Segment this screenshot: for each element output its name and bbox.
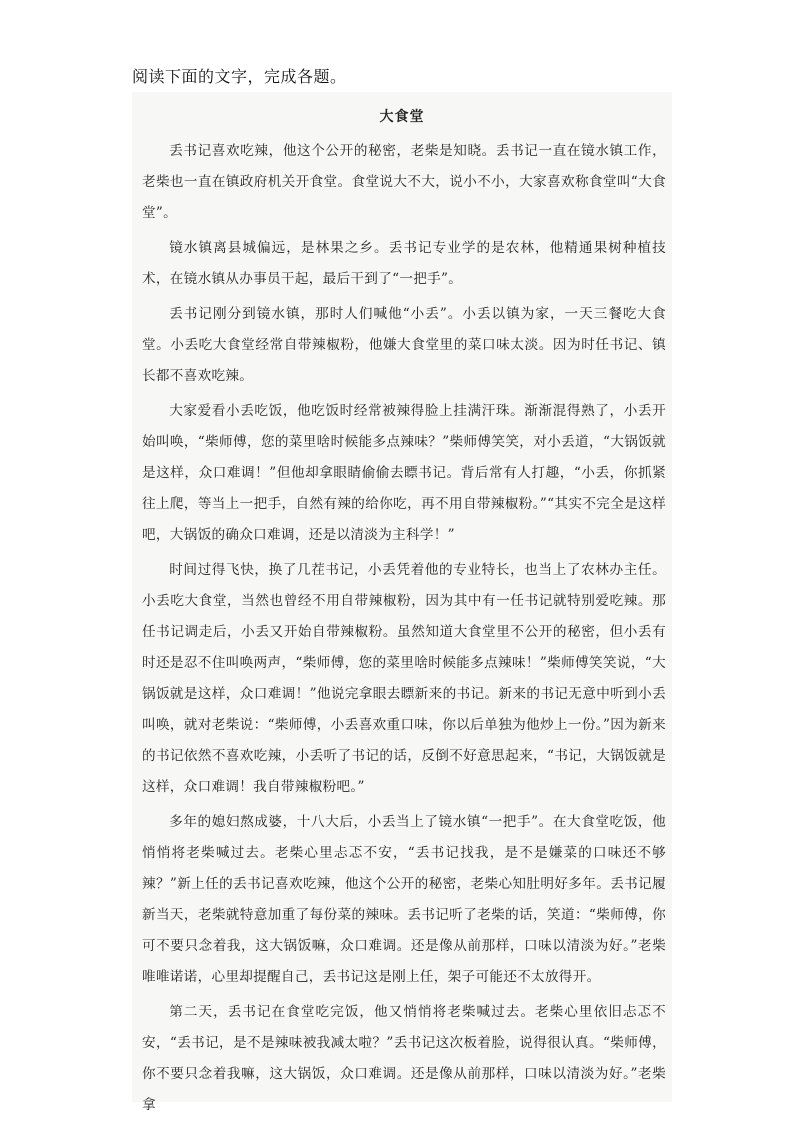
paragraph: 丢书记喜欢吃辣，他这个公开的秘密，老柴是知晓。丢书记一直在镜水镇工作，老柴也一直在镇政府机关开食堂。食堂说大不大，说小不小，大家喜欢称食堂叫“大食堂”。 — [142, 143, 666, 221]
paragraph: 大家爱看小丢吃饭，他吃饭时经常被辣得脸上挂满汗珠。渐渐混得熟了，小丢开始叫唤，“柴师傅，您的菜里啥时候能多点辣味？”柴师傅笑笑，对小丢道，“大锅饭就是这样，众口难调！”但他却拿眼睛偷偷去瞟书记。背后常有人打趣，“小丢，你抓紧往上爬，等当上一把手，自然有辣的给你吃，再不用自带辣椒粉。”“其实不完全是这样吧，大锅饭的确众口难调，还是以清淡为主科学！” — [142, 403, 666, 543]
paragraph: 丢书记刚分到镜水镇，那时人们喊他“小丢”。小丢以镇为家，一天三餐吃大食堂。小丢吃大食堂经常自带辣椒粉，他嫌大食堂里的菜口味太淡。因为时任书记、镇长都不喜欢吃辣。 — [142, 306, 666, 384]
scanned-article — [132, 92, 672, 1113]
article-title: 大食堂 — [379, 109, 425, 125]
paragraph: 时间过得飞快，换了几茬书记，小丢凭着他的专业特长，也当上了农林办主任。小丢吃大食堂，当然也曾经不用自带辣椒粉，因为其中有一任书记就特别爱吃辣。那任书记调走后，小丢又开始自带辣椒粉。虽然知道大食堂里不公开的秘密，但小丢有时还是忍不住叫唤两声，“柴师傅，您的菜里啥时候能多点辣味！”柴师傅笑笑说，“大锅饭就是这样，众口难调！”他说完拿眼去瞟新来的书记。新来的书记无意中听到小丢叫唤，就对老柴说：“柴师傅，小丢喜欢重口味，你以后单独为他炒上一份。”因为新来的书记依然不喜欢吃辣，小丢听了书记的话，反倒不好意思起来，“书记，大锅饭就是这样，众口难调！我自带辣椒粉吧。” — [142, 562, 666, 795]
paragraph: 第二天，丢书记在食堂吃完饭，他又悄悄将老柴喊过去。老柴心里依旧忐忑不安，“丢书记，是不是辣味被我减太啦？”丢书记这次板着脸，说得很认真。“柴师傅，你不要只念着我嘛，这大锅饭，众口难调。还是像从前那样，口味以清淡为好。”老柴拿 — [142, 1004, 666, 1113]
instruction-text: 阅读下面的文字，完成各题。 — [132, 67, 347, 86]
paragraph: 多年的媳妇熬成婆，十八大后，小丢当上了镜水镇“一把手”。在大食堂吃饭，他悄悄将老柴喊过去。老柴心里忐忑不安，“丢书记找我，是不是嫌菜的口味还不够辣？”新上任的丢书记喜欢吃辣，他这个公开的秘密，老柴心知肚明好多年。丢书记履新当天，老柴就特意加重了每份菜的辣味。丢书记听了老柴的话，笑道：“柴师傅，你可不要只念着我，这大锅饭嘛，众口难调。还是像从前那样，口味以清淡为好。”老柴唯唯诺诺，心里却提醒自己，丢书记这是刚上任，架子可能还不太放得开。 — [142, 814, 666, 985]
paragraph: 镜水镇离县城偏远，是林果之乡。丢书记专业学的是农林，他精通果树种植技术，在镜水镇从办事员干起，最后干到了“一把手”。 — [142, 240, 666, 287]
